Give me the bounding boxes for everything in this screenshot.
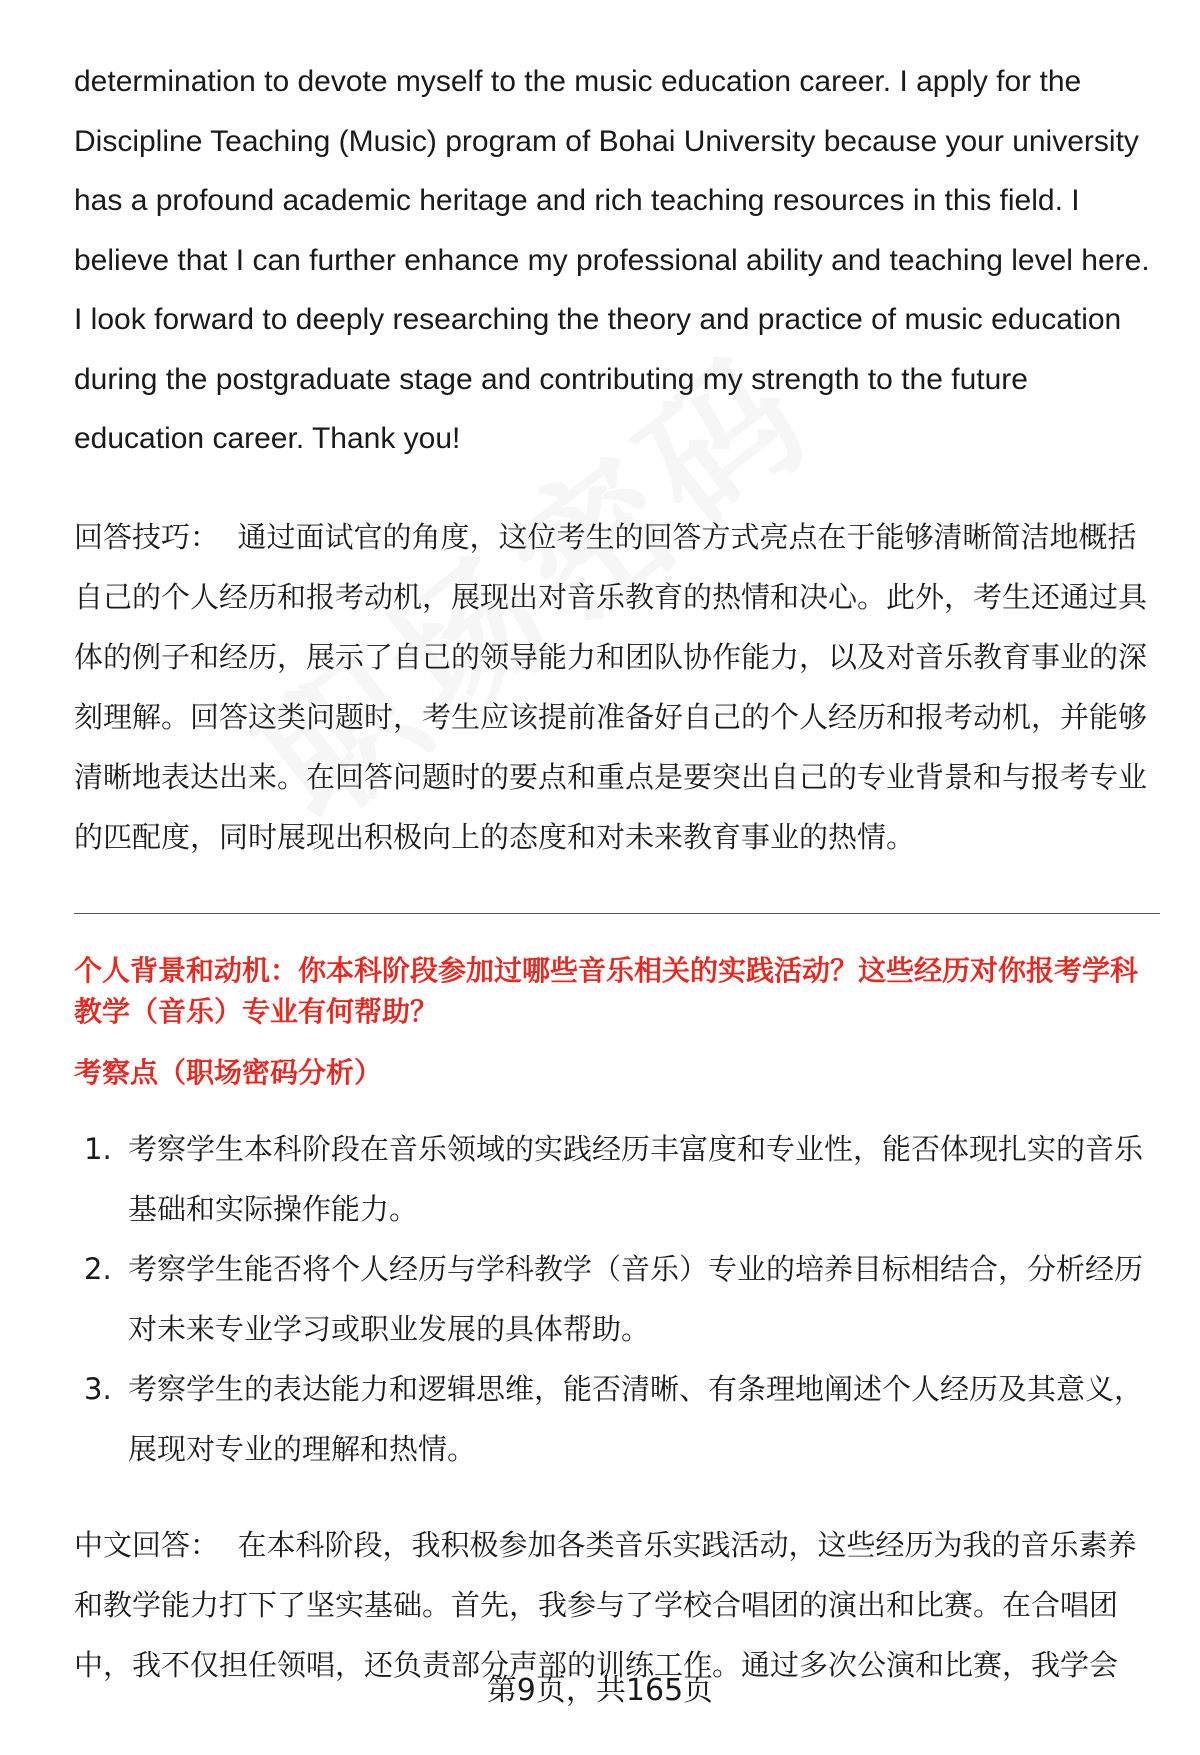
list-item (74, 1359, 1160, 1479)
list-item-text: 考察学生本科阶段在音乐领域的实践经历丰富度和专业性，能否体现扎实的音乐基础和实际操作能力。 (128, 1131, 1144, 1226)
list-item-text: 考察学生的表达能力和逻辑思维，能否清晰、有条理地阐述个人经历及其意义，展现对专业的理解和热情。 (128, 1371, 1144, 1466)
chinese-answer-paragraph (74, 1515, 1160, 1695)
chinese-answer-text: 在本科阶段，我积极参加各类音乐实践活动，这些经历为我的音乐素养和教学能力打下了坚实基础。首先，我参与了学校合唱团的演出和比赛。在合唱团中，我不仅担任领唱，还负责部分声部的训练工作。通过多次公演和比赛，我学会 (74, 1527, 1137, 1682)
list-item (74, 1119, 1160, 1239)
answer-tips-label: 回答技巧： (74, 519, 220, 554)
list-item-number: 3. (84, 1371, 112, 1406)
chinese-answer-label: 中文回答： (74, 1527, 220, 1562)
list-item-text: 考察学生能否将个人经历与学科教学（音乐）专业的培养目标相结合，分析经历对未来专业学习或职业发展的具体帮助。 (128, 1251, 1144, 1346)
english-answer-continuation: determination to devote myself to the music education career. I apply for the Discipline Teaching (Music) program of Bohai University because your university has a profound academic heritage and rich teaching resources in this field. I believe that I can further enhance my professional ability and teaching level here. I look forward to deeply researching the theory and practice of music education during the postgraduate stage and contributing my strength to the future education career. Thank you! (74, 65, 1150, 455)
section-divider (74, 913, 1160, 914)
page-number-footer: 第9页，共165页 (486, 1673, 714, 1708)
list-item-number: 1. (84, 1131, 112, 1166)
assessment-points-list (74, 1119, 1160, 1479)
page-content (74, 52, 1160, 1695)
list-item-number: 2. (84, 1251, 112, 1286)
answer-tips-text: 通过面试官的角度，这位考生的回答方式亮点在于能够清晰简洁地概括自己的个人经历和报考动机，展现出对音乐教育的热情和决心。此外，考生还通过具体的例子和经历，展示了自己的领导能力和团队协作能力，以及对音乐教育事业的深刻理解。回答这类问题时，考生应该提前准备好自己的个人经历和报考动机，并能够清晰地表达出来。在回答问题时的要点和重点是要突出自己的专业背景和与报考专业的匹配度，同时展现出积极向上的态度和对未来教育事业的热情。 (74, 519, 1148, 854)
answer-tips-paragraph (74, 507, 1160, 867)
question-title: 个人背景和动机：你本科阶段参加过哪些音乐相关的实践活动？这些经历对你报考学科教学（音乐）专业有何帮助？ (74, 953, 1139, 1028)
assessment-points-heading: 考察点（职场密码分析） (74, 1055, 383, 1089)
list-item (74, 1239, 1160, 1359)
